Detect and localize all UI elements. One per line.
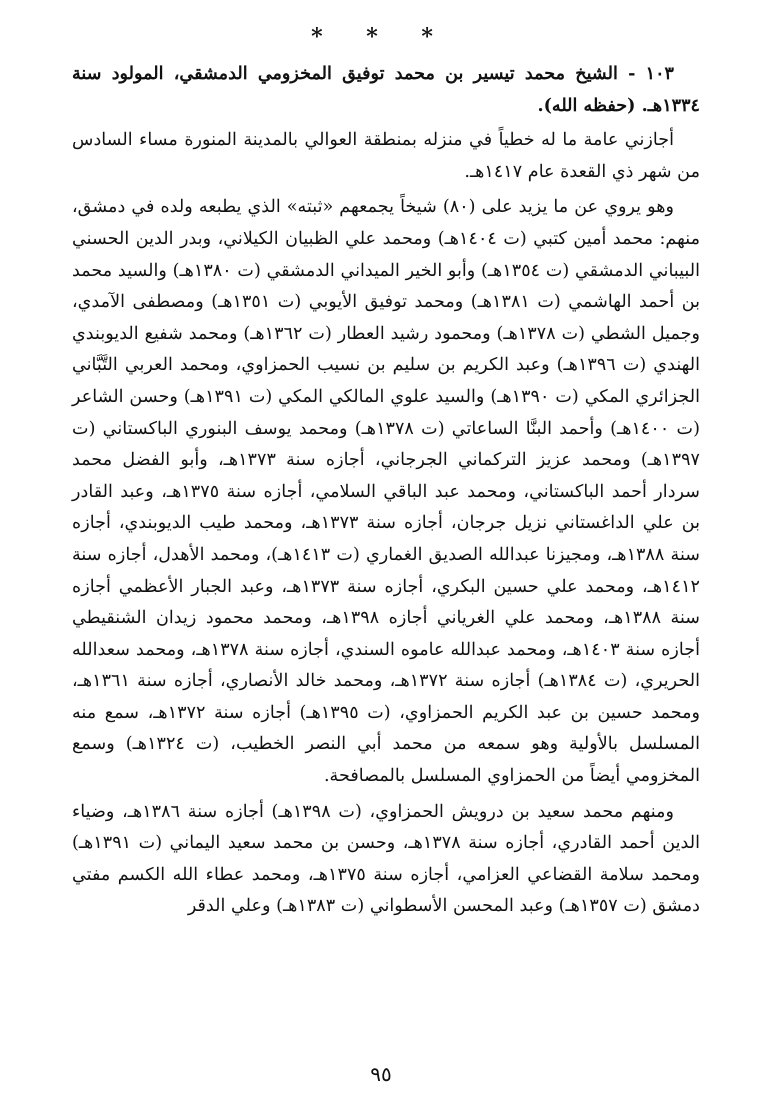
paragraph-teachers-continued: ومنهم محمد سعيد بن درويش الحمزاوي، (ت ١٣٩٨هـ) أجازه سنة ١٣٨٦هـ، وضياء الدين أحمد القادري، أجازه سنة ١٣٧٨هـ، وحسن بن محمد سعيد اليماني (ت ١٣٩١هـ) ومحمد سلامة القضاعي العزامي، أجازه سنة ١٣٧٥هـ، ومحمد عطاء الله الكسم مفتي دمشق (ت ١٣٥٧هـ) وعبد المحسن الأسطواني (ت ١٣٨٣هـ) وعلي الدقر	[72, 801, 700, 917]
page-number: ٩٥	[370, 1062, 392, 1086]
paragraph-ijaza: أجازني عامة ما له خطياً في منزله بمنطقة العوالي بالمدينة المنورة مساء السادس من شهر ذي القعدة عام ١٤١٧هـ.	[72, 130, 700, 182]
entry-body	[72, 58, 700, 923]
entry-heading: ١٠٣ - الشيخ محمد تيسير بن محمد توفيق المخزومي الدمشقي، المولود سنة ١٣٣٤هـ. (حفظه الله).	[72, 63, 700, 116]
section-separator: * * *	[311, 24, 451, 50]
paragraph-teachers: وهو يروي عن ما يزيد على (٨٠) شيخاً يجمعهم «ثبته» الذي يطبعه ولده في دمشق، منهم: محمد أمين كتبي (ت ١٤٠٤هـ) ومحمد علي الظبيان الكيلاني، وبدر الدين الحسني البيباني الدمشقي (ت ١٣٥٤هـ) وأبو الخير الميداني الدمشقي (ت ١٣٨٠هـ) والسيد محمد بن أحمد الهاشمي (ت ١٣٨١هـ) ومحمد توفيق الأيوبي (ت ١٣٥١هـ) ومصطفى الآمدي، وجميل الشطي (ت ١٣٧٨هـ) ومحمود رشيد العطار (ت ١٣٦٢هـ) ومحمد شفيع الديوبندي الهندي (ت ١٣٩٦هـ) وعبد الكريم بن سليم بن نسيب الحمزاوي، ومحمد العربي التَّبَّاني الجزائري المكي (ت ١٣٩٠هـ) والسيد علوي المالكي المكي (ت ١٣٩١هـ) وحسن الشاعر (ت ١٤٠٠هـ) وأحمد البنَّا الساعاتي (ت ١٣٧٨هـ) ومحمد يوسف البنوري الباكستاني (ت ١٣٩٧هـ) ومحمد عزيز التركماني الجرجاني، أجازه سنة ١٣٧٣هـ، وأبو الفضل محمد سردار أحمد الباكستاني، ومحمد عبد الباقي السلامي، أجازه سنة ١٣٧٥هـ، وعبد القادر بن علي الداغستاني نزيل جرجان، أجازه سنة ١٣٧٣هـ، ومحمد طيب الديوبندي، أجازه سنة ١٣٨٨هـ، ومجيزنا عبدالله الصديق الغماري (ت ١٤١٣هـ)، ومحمد الأهدل، أجازه سنة ١٤١٢هـ، ومحمد علي حسين البكري، أجازه سنة ١٣٧٣هـ، وعبد الجبار الأعظمي أجازه سنة ١٣٨٨هـ، ومحمد علي الغرياني أجازه ١٣٩٨هـ، ومحمد محمود زيدان الشنقيطي أجازه سنة ١٤٠٣هـ، ومحمد عبدالله عاموه السندي، أجازه سنة ١٣٧٨هـ، ومحمد سعدالله الحريري، (ت ١٣٨٤هـ) أجازه سنة ١٣٧٢هـ، ومحمد خالد الأنصاري، أجازه سنة ١٣٦١هـ، ومحمد حسين بن عبد الكريم الحمزاوي، (ت ١٣٩٥هـ) أجازه سنة ١٣٧٢هـ، سمع منه المسلسل بالأولية وهو سمعه من محمد أبي النصر الخطيب، (ت ١٣٢٤هـ) وسمع المخزومي أيضاً من الحمزاوي المسلسل بالمصافحة.	[72, 197, 701, 787]
